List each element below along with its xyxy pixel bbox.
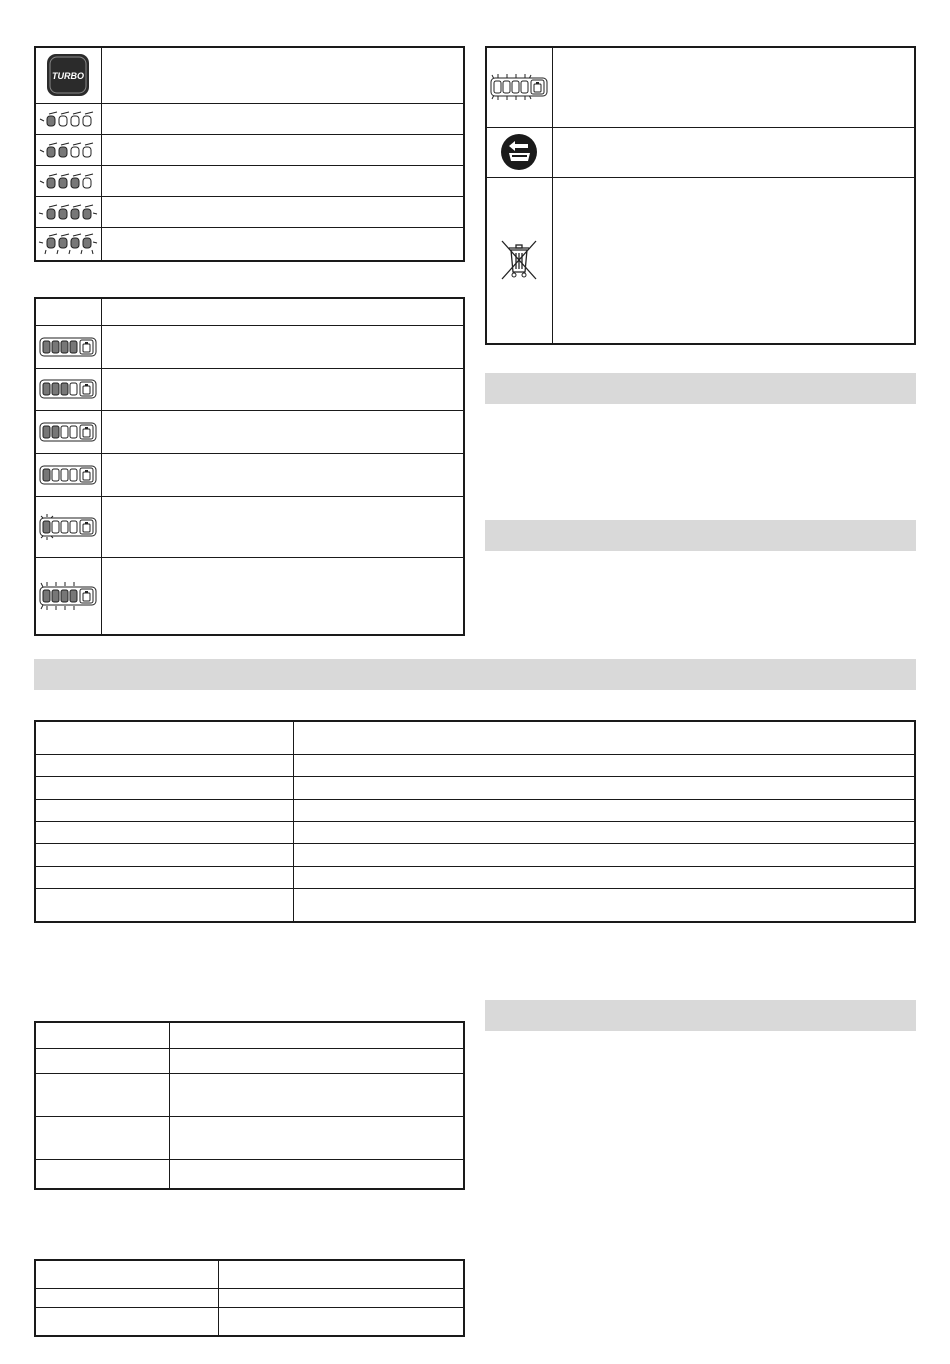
- section-header-bar: [485, 373, 916, 404]
- section-header-bar-wide: [34, 659, 916, 690]
- section-header-bar: [485, 1000, 916, 1031]
- small-table-a: [34, 1021, 465, 1190]
- power-level-2-icon: [37, 142, 99, 158]
- turbo-description: [101, 47, 464, 103]
- small-table-b: [34, 1259, 465, 1337]
- battery-error-blinking-icon: [38, 581, 98, 611]
- battery-quarter-icon: [39, 465, 97, 485]
- battery-status-table: [34, 297, 465, 636]
- turbo-label: TURBO: [52, 71, 85, 82]
- power-level-1-icon: [37, 111, 99, 127]
- power-level-4-blinking-icon: [37, 233, 99, 255]
- spec-table: [34, 720, 916, 923]
- disposal-info-table: [485, 46, 916, 345]
- return-device-icon: [500, 133, 538, 171]
- battery-half-icon: [39, 422, 97, 442]
- battery-low-blinking-icon: [38, 513, 98, 541]
- turbo-mode-table: [34, 46, 465, 262]
- power-level-3-icon: [37, 173, 99, 189]
- battery-all-blinking-icon: [490, 73, 548, 101]
- battery-full-icon: [39, 337, 97, 357]
- battery-three-quarter-icon: [39, 379, 97, 399]
- section-header-bar: [485, 520, 916, 551]
- power-level-4-icon: [37, 204, 99, 220]
- turbo-icon-cell: [35, 47, 101, 103]
- turbo-button-icon: [46, 53, 90, 97]
- crossed-out-bin-icon: [499, 238, 539, 282]
